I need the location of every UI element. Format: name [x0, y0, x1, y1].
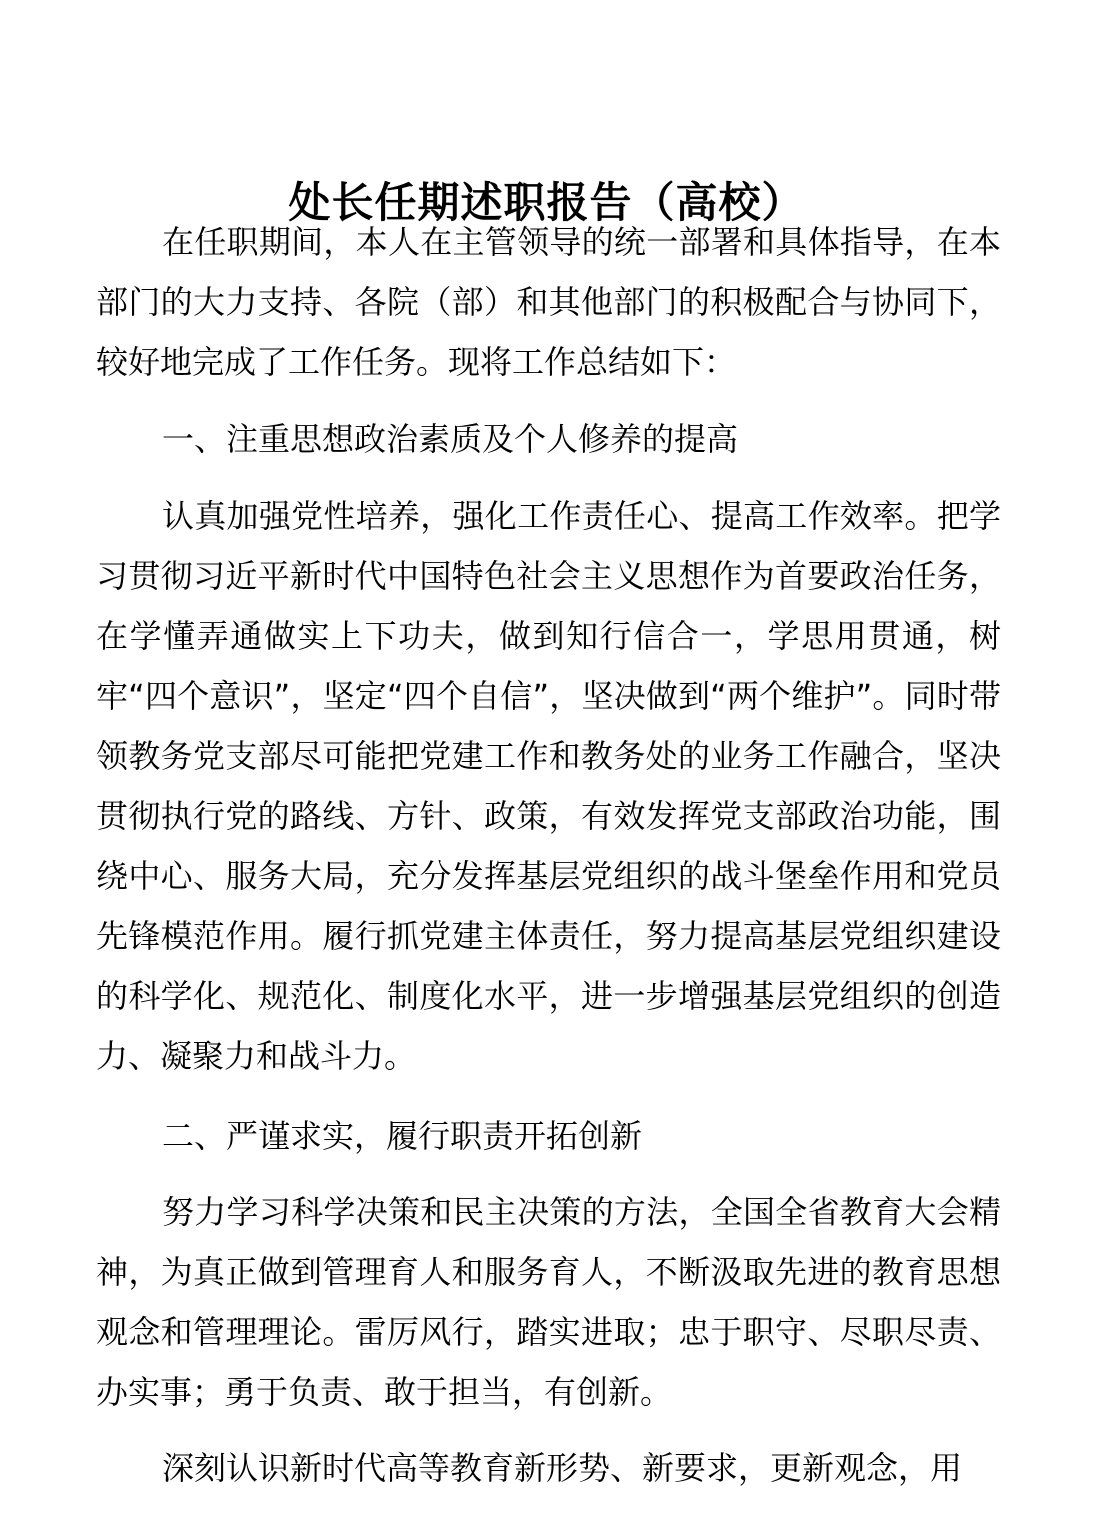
section-2-paragraph-2: 深刻认识新时代高等教育新形势、新要求，更新观念，用 [162, 1449, 963, 1487]
section-heading-1: 一、注重思想政治素质及个人修养的提高 [162, 420, 739, 458]
intro-paragraph: 在任职期间，本人在主管领导的统一部署和具体指导，在本部门的大力支持、各院（部）和其他部门的积极配合与协同下，较好地完成了工作任务。现将工作总结如下： [96, 223, 1001, 381]
section-2-paragraph-1: 努力学习科学决策和民主决策的方法，全国全省教育大会精神，为真正做到管理育人和服务育人，不断汲取先进的教育思想观念和管理理论。雷厉风行，踏实进取；忠于职守、尽职尽责、办实事；勇于负责、敢于担当，有创新。 [96, 1193, 1001, 1411]
document-title: 处长任期述职报告（高校） [288, 178, 805, 228]
section-heading-2: 二、严谨求实，履行职责开拓创新 [162, 1117, 643, 1155]
section-1-paragraph: 认真加强党性培养，强化工作责任心、提高工作效率。把学习贯彻习近平新时代中国特色社会主义思想作为首要政治任务，在学懂弄通做实上下功夫，做到知行信合一，学思用贯通，树牢“四个意识”，坚定“四个自信”，坚决做到“两个维护”。同时带领教务党支部尽可能把党建工作和教务处的业务工作融合，坚决贯彻执行党的路线、方针、政策，有效发挥党支部政治功能，围绕中心、服务大局，充分发挥基层党组织的战斗堡垒作用和党员先锋模范作用。履行抓党建主体责任，努力提高基层党组织建设的科学化、规范化、制度化水平，进一步增强基层党组织的创造力、凝聚力和战斗力。 [96, 497, 1001, 1075]
